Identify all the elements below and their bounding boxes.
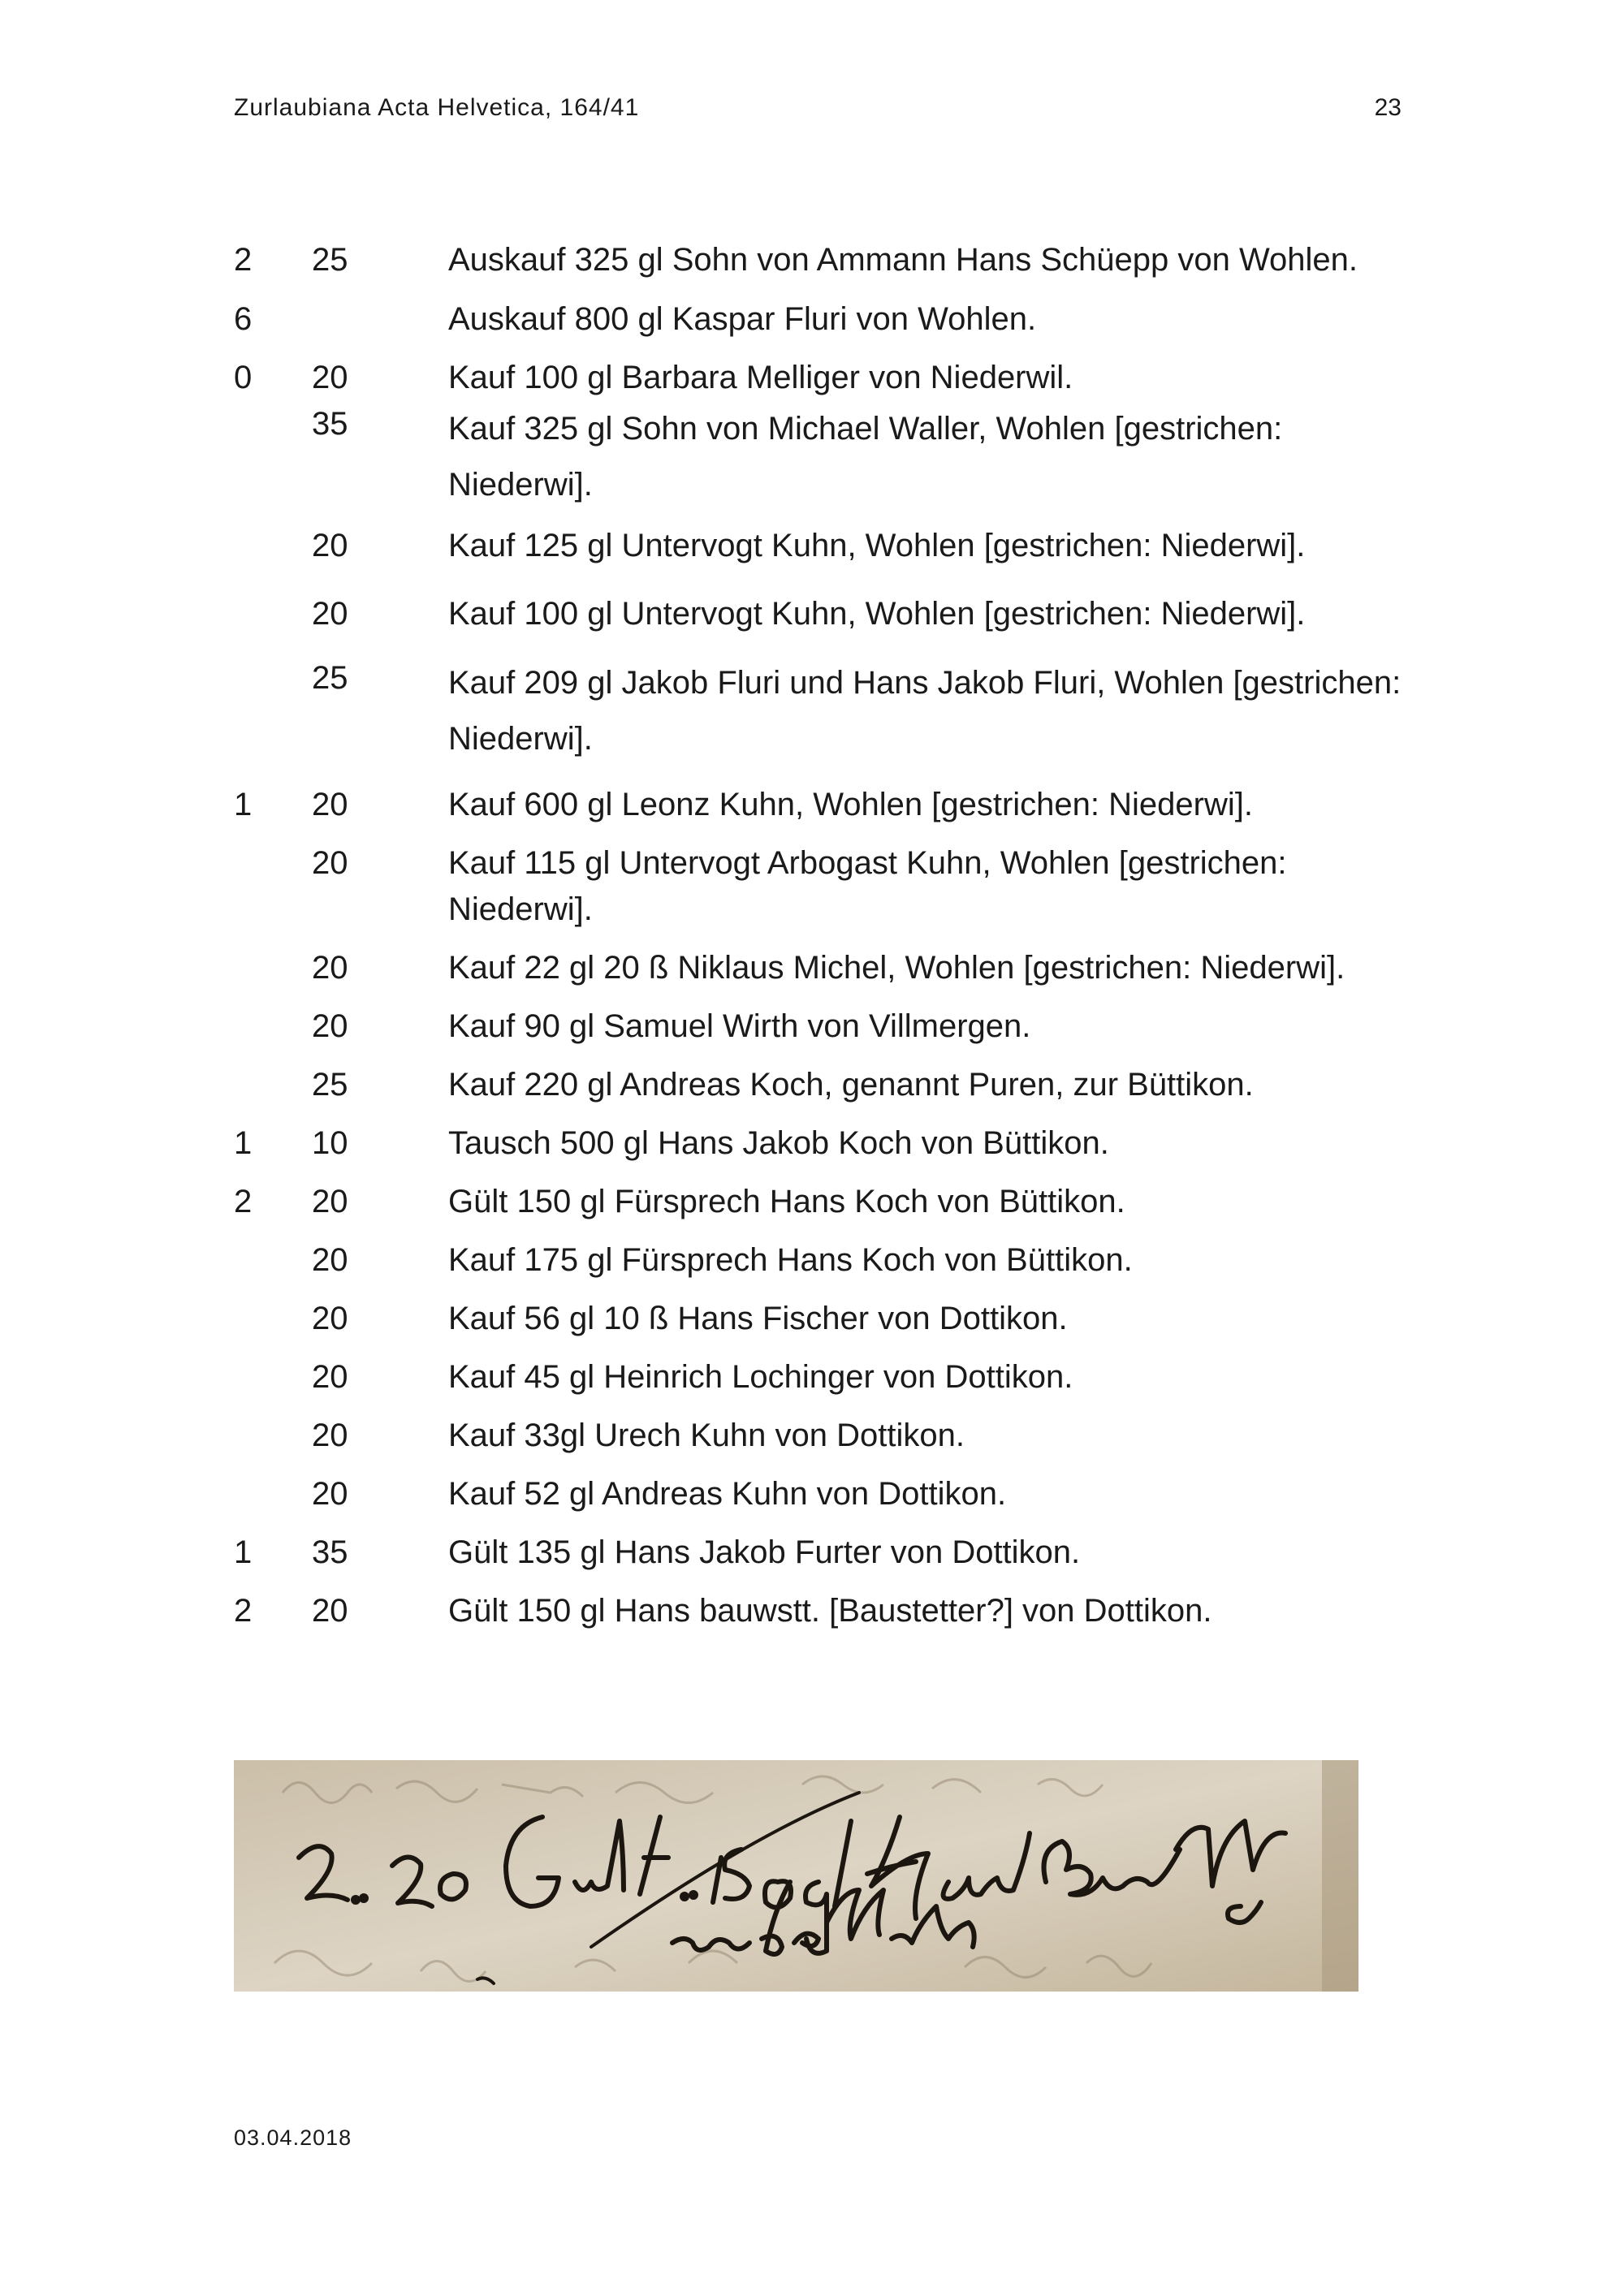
entry-col2: 35 [312,406,348,442]
entry-col1: 1 [234,1534,253,1570]
entry-text: Kauf 45 gl Heinrich Lochinger von Dottikon. [448,1359,1073,1395]
entry-col1: 0 [234,360,253,395]
entry-col2: 20 [312,1184,348,1219]
entry-col2: 20 [312,1593,348,1629]
entry-col1: 1 [234,1125,253,1161]
document-title: Zurlaubiana Acta Helvetica, 164/41 [234,94,640,121]
entry-text: Kauf 52 gl Andreas Kuhn von Dottikon. [448,1476,1007,1512]
paper-texture [234,1760,1358,1992]
entry-text: Auskauf 800 gl Kaspar Fluri von Wohlen. [448,301,1037,337]
entry-row [0,1003,1624,1050]
entry-col1: 1 [234,787,253,822]
entry-col2: 20 [312,1301,348,1336]
footer-date: 03.04.2018 [234,2126,352,2150]
entry-col2: 20 [312,596,348,632]
entry-text: Kauf 100 gl Untervogt Kuhn, Wohlen [gestrichen: Niederwi]. [448,596,1306,632]
entry-col2: 35 [312,1534,348,1570]
entry-row [0,237,1624,283]
entry-col2: 20 [312,1242,348,1278]
entry-row [0,1471,1624,1517]
entry-col2: 20 [312,1008,348,1044]
entry-text: Auskauf 325 gl Sohn von Ammann Hans Schüepp von Wohlen. [448,242,1358,278]
entry-col2: 20 [312,1418,348,1453]
entry-col2: 25 [312,660,348,696]
entry-text: Kauf 22 gl 20 ß Niklaus Michel, Wohlen [gestrichen: Niederwi]. [448,950,1345,986]
entry-col1: 2 [234,242,253,278]
entry-text: Kauf 33gl Urech Kuhn von Dottikon. [448,1418,965,1453]
entry-text: Kauf 56 gl 10 ß Hans Fischer von Dottikon. [448,1301,1068,1336]
entry-text: Kauf 175 gl Fürsprech Hans Koch von Büttikon. [448,1242,1133,1278]
entry-col2: 25 [312,1067,348,1103]
entry-row [0,1237,1624,1284]
entry-row [0,840,1624,933]
entry-row [0,401,1624,513]
entry-row [0,1179,1624,1225]
entry-row [0,1530,1624,1576]
entry-text: Gült 150 gl Fürsprech Hans Koch von Büttikon. [448,1184,1125,1219]
entry-col2: 20 [312,1359,348,1395]
entry-text: Gült 135 gl Hans Jakob Furter von Dottikon. [448,1534,1081,1570]
entry-col2: 20 [312,950,348,986]
entry-col1: 2 [234,1184,253,1219]
entry-text: Kauf 115 gl Untervogt Arbogast Kuhn, Wohlen [gestrichen: Niederwi]. [448,845,1287,927]
entry-text: Kauf 220 gl Andreas Koch, genannt Puren, zur Büttikon. [448,1067,1254,1103]
entry-row [0,655,1624,767]
page-edge-shadow [1322,1760,1358,1992]
entry-row [0,355,1624,401]
entry-row [0,1296,1624,1342]
entry-text: Kauf 600 gl Leonz Kuhn, Wohlen [gestrichen: Niederwi]. [448,787,1253,822]
manuscript-scan-image [234,1760,1358,1992]
entry-col2: 10 [312,1125,348,1161]
entry-list [0,237,1624,1634]
entry-col2: 20 [312,1476,348,1512]
entry-col2: 20 [312,528,348,563]
entry-row [0,1413,1624,1459]
entry-text: Tausch 500 gl Hans Jakob Koch von Büttikon. [448,1125,1109,1161]
entry-text: Kauf 125 gl Untervogt Kuhn, Wohlen [gestrichen: Niederwi]. [448,528,1306,563]
entry-col2: 20 [312,360,348,395]
entry-col1: 6 [234,301,253,337]
entry-col2: 20 [312,845,348,881]
entry-text: Kauf 90 gl Samuel Wirth von Villmergen. [448,1008,1031,1044]
entry-col2: 20 [312,787,348,822]
entry-row [0,782,1624,828]
entry-row [0,1588,1624,1634]
entry-col2: 25 [312,242,348,278]
entry-row [0,591,1624,637]
entry-row [0,945,1624,991]
entry-row [0,1120,1624,1167]
entry-text: Gült 150 gl Hans bauwstt. [Baustetter?] von Dottikon. [448,1593,1212,1629]
entry-row [0,296,1624,343]
entry-row [0,1062,1624,1108]
entry-col1: 2 [234,1593,253,1629]
entry-row [0,1354,1624,1400]
entry-text: Kauf 209 gl Jakob Fluri und Hans Jakob Fluri, Wohlen [gestrichen: Niederwi]. [448,665,1402,757]
entry-text: Kauf 325 gl Sohn von Michael Waller, Wohlen [gestrichen: Niederwi]. [448,411,1283,503]
entry-text: Kauf 100 gl Barbara Melliger von Niederwil. [448,360,1073,395]
entry-row [0,523,1624,569]
page-number: 23 [1374,94,1402,121]
